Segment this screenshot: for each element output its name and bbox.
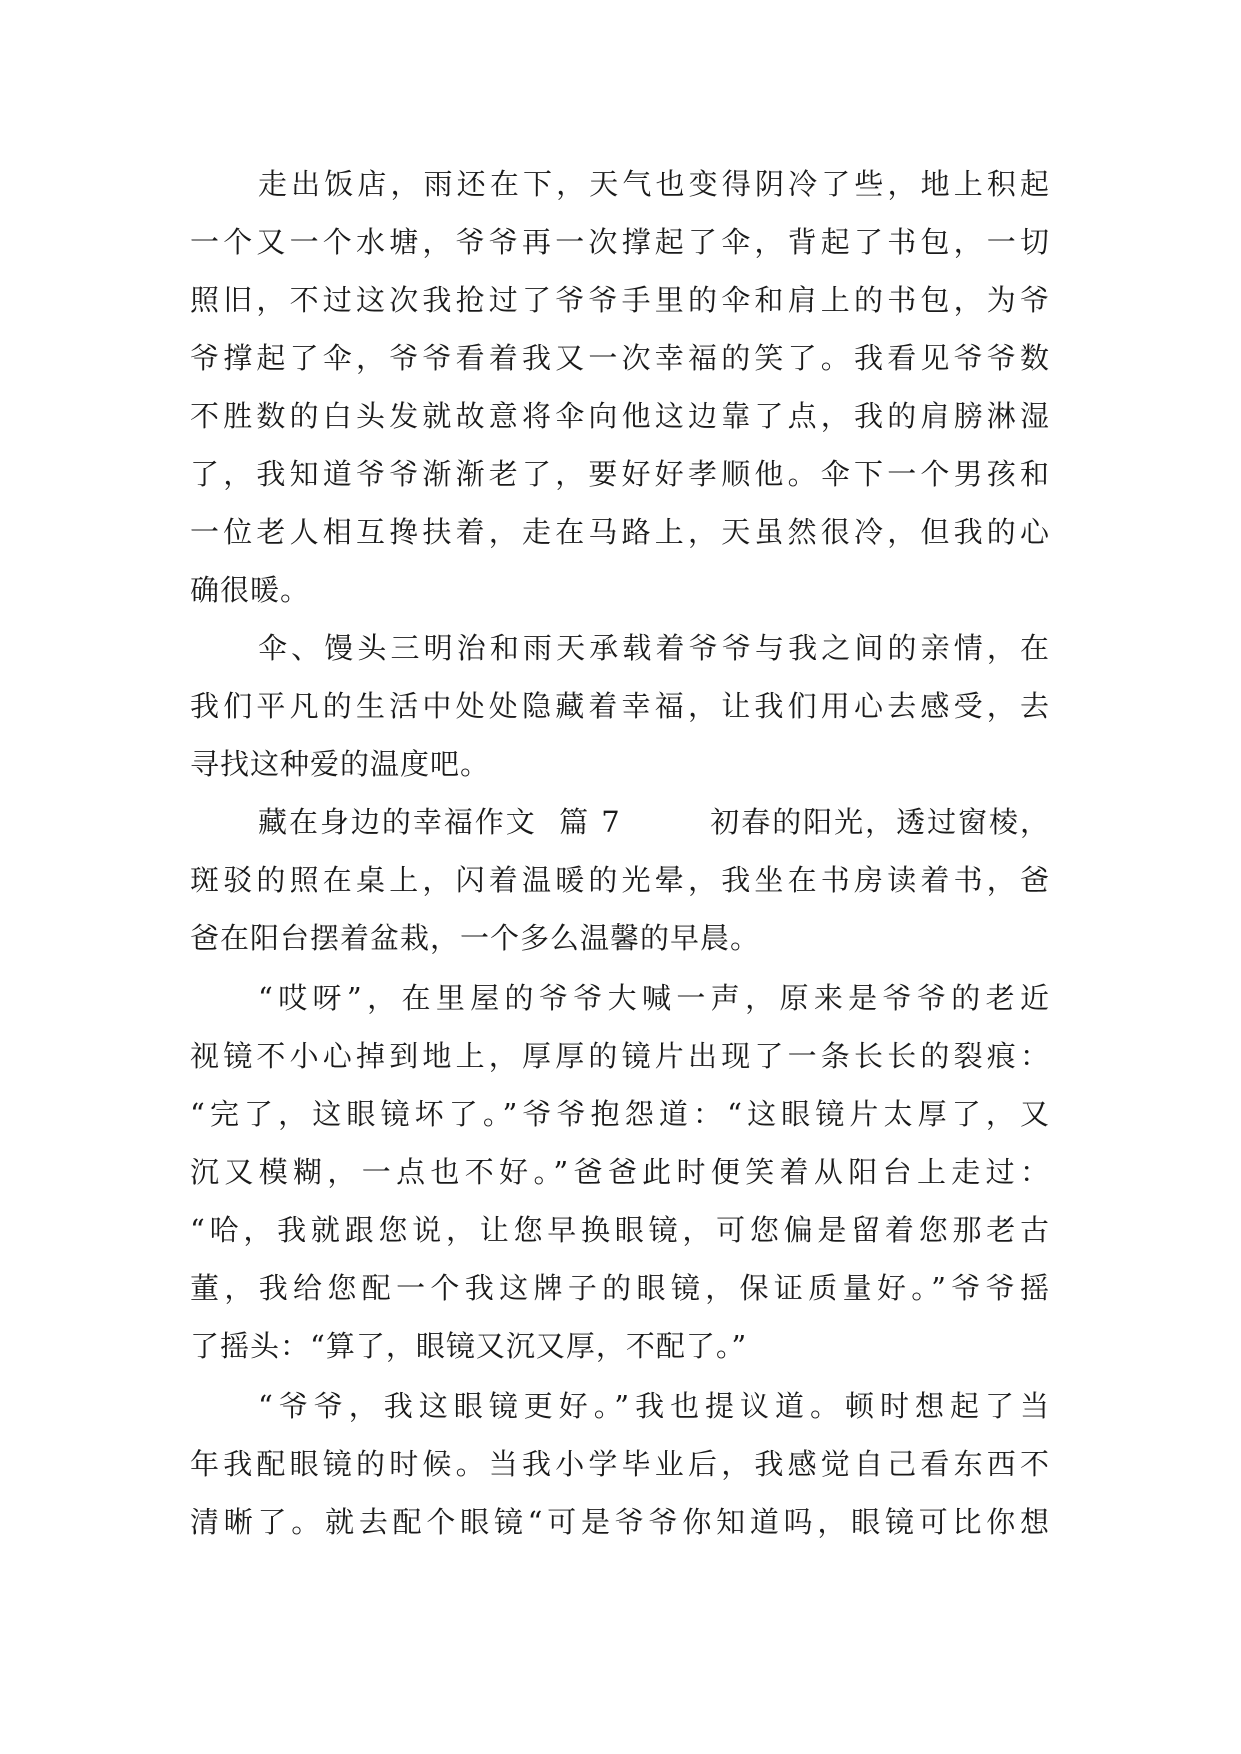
text-line: 了摇头：“算了，眼镜又沉又厚，不配了。” — [190, 1329, 748, 1363]
text-line: 我们平凡的生活中处处隐藏着幸福，让我们用心去感受，去 — [190, 689, 1050, 723]
text-line: “哈，我就跟您说，让您早换眼镜，可您偏是留着您那老古 — [190, 1213, 1050, 1247]
text-line: “爷爷，我这眼镜更好。”我也提议道。顿时想起了当 — [258, 1389, 1050, 1423]
text-line: 伞、馒头三明治和雨天承载着爷爷与我之间的亲情，在 — [258, 631, 1050, 665]
text-line: 爷撑起了伞，爷爷看着我又一次幸福的笑了。我看见爷爷数 — [190, 341, 1050, 375]
text-line: 寻找这种爱的温度吧。 — [190, 747, 491, 781]
text-line: 沉又模糊，一点也不好。”爸爸此时便笑着从阳台上走过： — [190, 1155, 1050, 1189]
text-line: 走出饭店，雨还在下，天气也变得阴冷了些，地上积起 — [258, 167, 1050, 201]
section-title-line: 藏在身边的幸福作文 篇 7 初春的阳光，透过窗棱， — [258, 805, 1050, 839]
text-line: 视镜不小心掉到地上，厚厚的镜片出现了一条长长的裂痕： — [190, 1039, 1050, 1073]
text-line: 年我配眼镜的时候。当我小学毕业后，我感觉自己看东西不 — [190, 1447, 1050, 1481]
text-line: 爸在阳台摆着盆栽，一个多么温馨的早晨。 — [190, 921, 761, 955]
text-line: 一个又一个水塘，爷爷再一次撑起了伞，背起了书包，一切 — [190, 225, 1050, 259]
text-line: 确很暖。 — [190, 573, 311, 607]
text-line: “完了，这眼镜坏了。”爷爷抱怨道：“这眼镜片太厚了，又 — [190, 1097, 1050, 1131]
text-line: 不胜数的白头发就故意将伞向他这边靠了点，我的肩膀淋湿 — [190, 399, 1050, 433]
text-line: 斑驳的照在桌上，闪着温暖的光晕，我坐在书房读着书，爸 — [190, 863, 1050, 897]
text-line: 了，我知道爷爷渐渐老了，要好好孝顺他。伞下一个男孩和 — [190, 457, 1050, 491]
text-line: “哎呀”，在里屋的爷爷大喊一声，原来是爷爷的老近 — [258, 981, 1050, 1015]
text-line: 董，我给您配一个我这牌子的眼镜，保证质量好。”爷爷摇 — [190, 1271, 1050, 1305]
text-line: 一位老人相互搀扶着，走在马路上，天虽然很冷，但我的心 — [190, 515, 1050, 549]
text-line: 照旧，不过这次我抢过了爷爷手里的伞和肩上的书包，为爷 — [190, 283, 1050, 317]
text-line: 清晰了。就去配个眼镜“可是爷爷你知道吗，眼镜可比你想 — [190, 1505, 1050, 1539]
